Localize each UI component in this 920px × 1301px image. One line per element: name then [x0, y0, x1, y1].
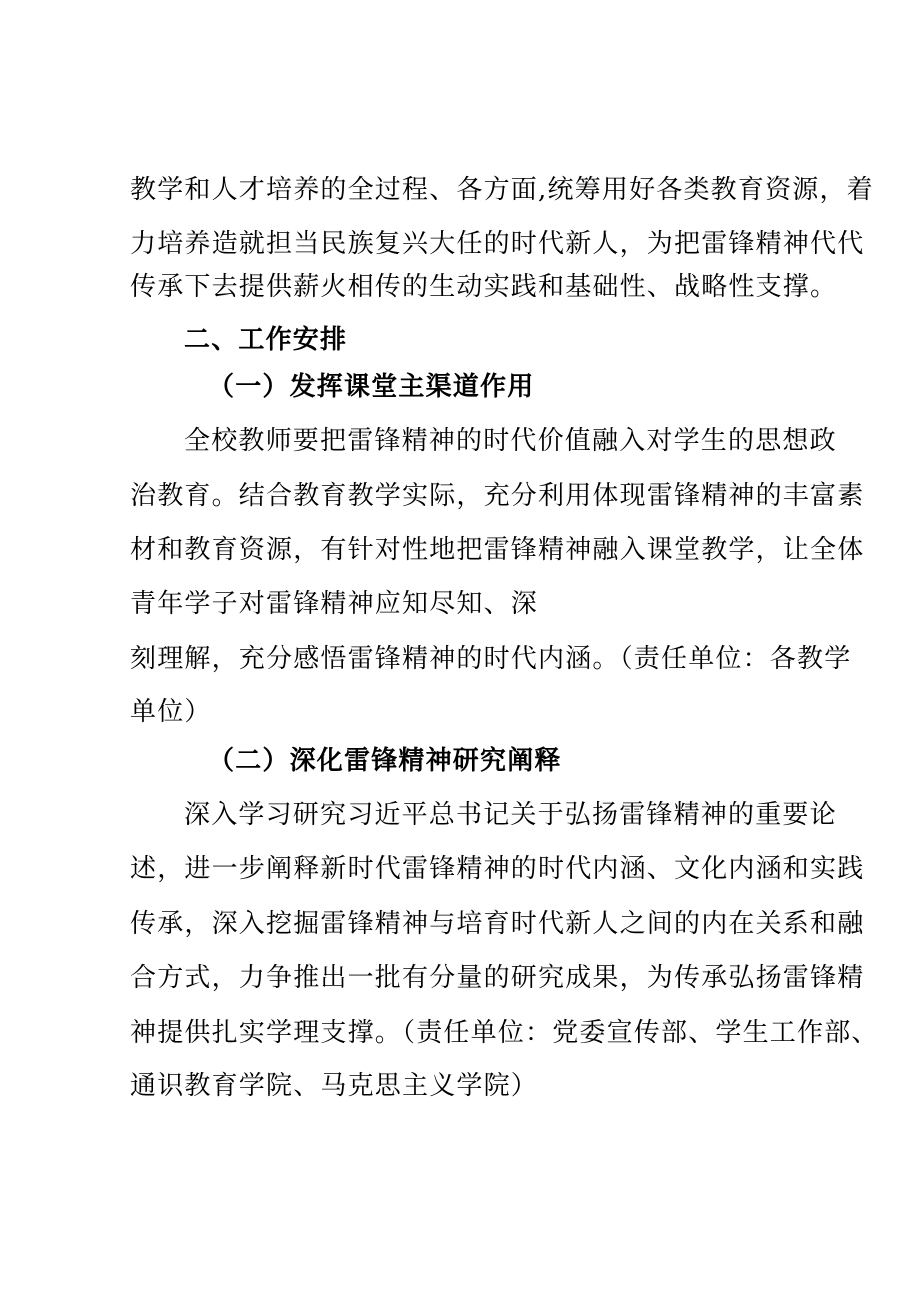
- text-line: 神提供扎实学理支撑。（责任单位：党委宣传部、学生工作部、: [130, 1018, 879, 1048]
- text-line: 材和教育资源，有针对性地把雷锋精神融入课堂教学，让全体: [130, 535, 865, 565]
- text-line: 通识教育学院、马克思主义学院）: [130, 1071, 539, 1101]
- text-line: 全校教师要把雷锋精神的时代价值融入对学生的思想政: [184, 426, 837, 456]
- text-line: 单位）: [130, 697, 212, 727]
- subheading-research: （二）深化雷锋精神研究阐释: [208, 746, 562, 776]
- text-line: 教学和人才培养的全过程、各方面,统筹用好各类教育资源，着: [130, 175, 874, 205]
- text-line: 深入学习研究习近平总书记关于弘扬雷锋精神的重要论: [184, 800, 837, 830]
- text-line: 青年学子对雷锋精神应知尽知、深: [130, 589, 539, 619]
- text-line: 述，进一步阐释新时代雷锋精神的时代内涵、文化内涵和实践: [130, 854, 865, 884]
- subheading-classroom: （一）发挥课堂主渠道作用: [208, 372, 535, 402]
- text-line: 合方式，力争推出一批有分量的研究成果，为传承弘扬雷锋精: [130, 963, 865, 993]
- text-line: 传承下去提供薪火相传的生动实践和基础性、战略性支撑。: [130, 272, 838, 302]
- text-line: 刻理解，充分感悟雷锋精神的时代内涵。（责任单位：各教学: [130, 644, 852, 674]
- text-line: 治教育。结合教育教学实际，充分利用体现雷锋精神的丰富素: [130, 481, 865, 511]
- text-line: 传承，深入挖掘雷锋精神与培育时代新人之间的内在关系和融: [130, 909, 865, 939]
- section-heading: 二、工作安排: [184, 325, 348, 355]
- text-line: 力培养造就担当民族复兴大任的时代新人，为把雷锋精神代代: [130, 229, 865, 259]
